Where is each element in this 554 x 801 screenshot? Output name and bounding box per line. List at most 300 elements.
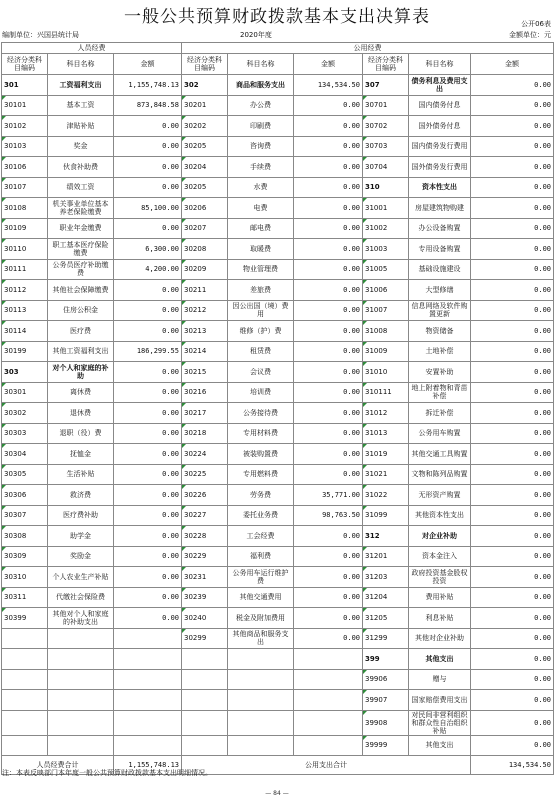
table-row <box>2 526 554 547</box>
cell-code <box>182 710 228 735</box>
cell-name: 其他交通费用 <box>228 587 294 608</box>
cell-code: 307 <box>363 75 409 96</box>
cell-name <box>228 735 294 756</box>
cell-code: 31021 <box>363 464 409 485</box>
compiling-unit: 编制单位：兴国县统计局 <box>2 31 79 39</box>
cell-code: 31201 <box>363 546 409 567</box>
cell-name: 租赁费 <box>228 341 294 362</box>
group-header-row <box>2 43 554 54</box>
cell-name: 伙食补助费 <box>48 157 114 178</box>
cell-name: 专用设备购置 <box>409 239 471 260</box>
cell-code: 30310 <box>2 567 48 588</box>
cell-amount: 0.00 <box>294 341 363 362</box>
cell-code: 30216 <box>182 382 228 403</box>
cell-code: 31013 <box>363 423 409 444</box>
table-row <box>2 321 554 342</box>
cell-name: 利息补贴 <box>409 608 471 629</box>
cell-name: 个人农业生产补贴 <box>48 567 114 588</box>
cell-code: 30106 <box>2 157 48 178</box>
cell-name: 工资福利支出 <box>48 75 114 96</box>
cell-code: 30108 <box>2 198 48 219</box>
cell-amount: 0.00 <box>114 177 182 198</box>
table-row <box>2 485 554 506</box>
cell-code: 312 <box>363 526 409 547</box>
cell-amount: 0.00 <box>471 95 554 116</box>
cell-amount: 0.00 <box>114 505 182 526</box>
cell-amount: 0.00 <box>471 177 554 198</box>
cell-code: 30239 <box>182 587 228 608</box>
cell-name: 邮电费 <box>228 218 294 239</box>
cell-code: 30311 <box>2 587 48 608</box>
cell-name: 基础设施建设 <box>409 259 471 280</box>
cell-code: 30309 <box>2 546 48 567</box>
cell-amount: 0.00 <box>114 567 182 588</box>
cell-name <box>48 649 114 670</box>
cell-amount: 0.00 <box>114 300 182 321</box>
cell-amount: 0.00 <box>471 546 554 567</box>
cell-amount: 0.00 <box>294 136 363 157</box>
cell-amount: 0.00 <box>114 136 182 157</box>
cell-code: 310 <box>363 177 409 198</box>
cell-amount: 0.00 <box>114 546 182 567</box>
cell-code: 31204 <box>363 587 409 608</box>
cell-code: 30301 <box>2 382 48 403</box>
cell-name: 其他交通工具购置 <box>409 444 471 465</box>
cell-amount: 0.00 <box>294 95 363 116</box>
cell-amount: 0.00 <box>471 649 554 670</box>
fiscal-year: 2020年度 <box>240 31 272 39</box>
cell-amount: 0.00 <box>471 485 554 506</box>
cell-code: 310111 <box>363 382 409 403</box>
cell-name: 资本金注入 <box>409 546 471 567</box>
public-total-label: 公用支出合计 <box>182 756 471 775</box>
cell-name: 其他商品和服务支出 <box>228 628 294 649</box>
cell-amount: 0.00 <box>294 567 363 588</box>
cell-name: 工会经费 <box>228 526 294 547</box>
cell-amount: 0.00 <box>114 157 182 178</box>
cell-amount: 0.00 <box>294 218 363 239</box>
cell-code: 30299 <box>182 628 228 649</box>
column-header-row <box>2 54 554 75</box>
cell-code: 31205 <box>363 608 409 629</box>
cell-name <box>48 735 114 756</box>
cell-amount <box>114 649 182 670</box>
cell-name: 国家赔偿费用支出 <box>409 690 471 711</box>
cell-amount <box>294 649 363 670</box>
cell-name: 培训费 <box>228 382 294 403</box>
cell-amount <box>294 669 363 690</box>
table-row <box>2 300 554 321</box>
cell-amount <box>114 735 182 756</box>
cell-code: 301 <box>2 75 48 96</box>
table-row <box>2 690 554 711</box>
cell-code: 30202 <box>182 116 228 137</box>
cell-name: 对企业补助 <box>409 526 471 547</box>
cell-name: 因公出国（境）费用 <box>228 300 294 321</box>
cell-code: 39907 <box>363 690 409 711</box>
cell-code: 30704 <box>363 157 409 178</box>
cell-amount: 0.00 <box>294 628 363 649</box>
cell-code: 39908 <box>363 710 409 735</box>
cell-code: 30101 <box>2 95 48 116</box>
table-row <box>2 710 554 735</box>
cell-name: 国内债务发行费用 <box>409 136 471 157</box>
cell-amount: 0.00 <box>471 136 554 157</box>
cell-code: 31001 <box>363 198 409 219</box>
cell-code: 39906 <box>363 669 409 690</box>
cell-code <box>182 735 228 756</box>
table-row <box>2 669 554 690</box>
cell-name: 税金及附加费用 <box>228 608 294 629</box>
cell-amount: 0.00 <box>471 239 554 260</box>
table-row <box>2 464 554 485</box>
cell-code: 30218 <box>182 423 228 444</box>
cell-code: 30231 <box>182 567 228 588</box>
cell-code: 30111 <box>2 259 48 280</box>
cell-amount: 0.00 <box>471 464 554 485</box>
cell-amount: 0.00 <box>471 403 554 424</box>
cell-code: 31299 <box>363 628 409 649</box>
cell-name: 物资储备 <box>409 321 471 342</box>
cell-amount: 0.00 <box>114 485 182 506</box>
cell-amount: 0.00 <box>294 382 363 403</box>
cell-code <box>2 628 48 649</box>
table-row <box>2 735 554 756</box>
table-row <box>2 177 554 198</box>
col-name: 科目名称 <box>228 54 294 75</box>
cell-amount: 98,763.50 <box>294 505 363 526</box>
cell-amount: 0.00 <box>294 444 363 465</box>
cell-code: 31003 <box>363 239 409 260</box>
form-number: 公开06表 <box>521 20 551 28</box>
cell-amount <box>114 628 182 649</box>
cell-code: 31022 <box>363 485 409 506</box>
cell-amount: 0.00 <box>471 280 554 301</box>
cell-code: 30107 <box>2 177 48 198</box>
cell-code <box>182 669 228 690</box>
cell-name <box>228 649 294 670</box>
cell-code: 30217 <box>182 403 228 424</box>
personnel-total-value: 1,155,748.13 <box>114 756 182 775</box>
cell-name: 地上附着物和青苗补偿 <box>409 382 471 403</box>
cell-amount: 0.00 <box>294 526 363 547</box>
cell-name: 办公设备购置 <box>409 218 471 239</box>
col-amount: 金额 <box>114 54 182 75</box>
cell-name: 会议费 <box>228 362 294 383</box>
cell-name: 公务员医疗补助缴费 <box>48 259 114 280</box>
cell-amount: 0.00 <box>471 341 554 362</box>
cell-amount: 0.00 <box>471 300 554 321</box>
cell-name: 医疗费补助 <box>48 505 114 526</box>
cell-name: 委托业务费 <box>228 505 294 526</box>
cell-amount: 0.00 <box>114 362 182 383</box>
cell-name: 其他支出 <box>409 735 471 756</box>
cell-name: 土地补偿 <box>409 341 471 362</box>
cell-code: 30701 <box>363 95 409 116</box>
cell-code: 31006 <box>363 280 409 301</box>
col-name: 科目名称 <box>48 54 114 75</box>
cell-amount: 0.00 <box>114 218 182 239</box>
cell-amount: 0.00 <box>471 423 554 444</box>
cell-code: 30306 <box>2 485 48 506</box>
cell-amount: 0.00 <box>471 321 554 342</box>
cell-amount: 0.00 <box>114 116 182 137</box>
cell-code <box>2 690 48 711</box>
cell-amount: 0.00 <box>294 464 363 485</box>
cell-name: 国外债务发行费用 <box>409 157 471 178</box>
cell-amount: 0.00 <box>471 690 554 711</box>
table-row <box>2 259 554 280</box>
cell-amount: 0.00 <box>294 403 363 424</box>
table-row <box>2 649 554 670</box>
cell-code <box>2 649 48 670</box>
cell-code: 30228 <box>182 526 228 547</box>
cell-amount: 85,100.00 <box>114 198 182 219</box>
cell-amount: 0.00 <box>471 608 554 629</box>
cell-amount: 1,155,748.13 <box>114 75 182 96</box>
cell-amount: 0.00 <box>114 280 182 301</box>
cell-name: 住房公积金 <box>48 300 114 321</box>
cell-code: 30110 <box>2 239 48 260</box>
cell-amount: 186,299.55 <box>114 341 182 362</box>
table-row <box>2 239 554 260</box>
cell-code <box>182 649 228 670</box>
cell-code: 30208 <box>182 239 228 260</box>
cell-code: 30304 <box>2 444 48 465</box>
cell-code: 30212 <box>182 300 228 321</box>
cell-name: 维修（护）费 <box>228 321 294 342</box>
table-row <box>2 444 554 465</box>
cell-amount <box>294 710 363 735</box>
cell-amount: 0.00 <box>294 546 363 567</box>
cell-code: 31005 <box>363 259 409 280</box>
cell-name: 咨询费 <box>228 136 294 157</box>
col-code: 经济分类科目编码 <box>363 54 409 75</box>
cell-code: 31203 <box>363 567 409 588</box>
cell-amount: 0.00 <box>471 628 554 649</box>
cell-name: 基本工资 <box>48 95 114 116</box>
cell-code: 30201 <box>182 95 228 116</box>
cell-name <box>228 669 294 690</box>
cell-amount: 0.00 <box>471 259 554 280</box>
cell-amount: 0.00 <box>294 608 363 629</box>
cell-name: 奖金 <box>48 136 114 157</box>
cell-amount: 0.00 <box>471 382 554 403</box>
cell-name: 绩效工资 <box>48 177 114 198</box>
cell-code: 30307 <box>2 505 48 526</box>
cell-amount: 0.00 <box>114 444 182 465</box>
public-header: 公用经费 <box>182 43 554 54</box>
cell-name: 其他社会保障缴费 <box>48 280 114 301</box>
cell-name <box>228 690 294 711</box>
cell-name: 劳务费 <box>228 485 294 506</box>
cell-code <box>2 710 48 735</box>
cell-amount: 0.00 <box>471 116 554 137</box>
table-row <box>2 341 554 362</box>
cell-amount: 873,848.58 <box>114 95 182 116</box>
cell-amount: 0.00 <box>471 567 554 588</box>
cell-name: 其他工资福利支出 <box>48 341 114 362</box>
cell-name: 助学金 <box>48 526 114 547</box>
cell-code: 30112 <box>2 280 48 301</box>
page-number: — 84 — <box>265 790 289 797</box>
cell-name: 医疗费 <box>48 321 114 342</box>
cell-name: 职工基本医疗保险缴费 <box>48 239 114 260</box>
cell-code: 30227 <box>182 505 228 526</box>
cell-amount: 0.00 <box>114 321 182 342</box>
cell-amount: 0.00 <box>471 198 554 219</box>
cell-code: 30226 <box>182 485 228 506</box>
cell-name: 代缴社会保险费 <box>48 587 114 608</box>
cell-code: 31009 <box>363 341 409 362</box>
cell-name: 电费 <box>228 198 294 219</box>
cell-amount: 0.00 <box>471 444 554 465</box>
cell-amount: 0.00 <box>114 403 182 424</box>
cell-name: 大型修缮 <box>409 280 471 301</box>
cell-code: 30109 <box>2 218 48 239</box>
cell-amount: 0.00 <box>471 157 554 178</box>
cell-amount: 0.00 <box>471 735 554 756</box>
cell-name: 资本性支出 <box>409 177 471 198</box>
cell-code: 30113 <box>2 300 48 321</box>
cell-code: 39999 <box>363 735 409 756</box>
cell-amount: 0.00 <box>294 157 363 178</box>
cell-code: 30224 <box>182 444 228 465</box>
cell-amount: 4,200.00 <box>114 259 182 280</box>
cell-code: 30211 <box>182 280 228 301</box>
cell-name: 其他资本性支出 <box>409 505 471 526</box>
cell-code: 303 <box>2 362 48 383</box>
cell-amount: 0.00 <box>471 362 554 383</box>
cell-name: 抚恤金 <box>48 444 114 465</box>
cell-name: 差旅费 <box>228 280 294 301</box>
col-code: 经济分类科目编码 <box>2 54 48 75</box>
public-total-value: 134,534.50 <box>471 756 554 775</box>
table-row <box>2 403 554 424</box>
cell-name: 取暖费 <box>228 239 294 260</box>
cell-code: 30114 <box>2 321 48 342</box>
personnel-total-label: 人员经费合计 <box>2 756 114 775</box>
cell-name: 机关事业单位基本养老保险缴费 <box>48 198 114 219</box>
cell-amount: 0.00 <box>114 608 182 629</box>
cell-amount: 0.00 <box>471 587 554 608</box>
cell-name: 印刷费 <box>228 116 294 137</box>
cell-code: 399 <box>363 649 409 670</box>
cell-code <box>2 669 48 690</box>
cell-name: 专用材料费 <box>228 423 294 444</box>
cell-name: 物业管理费 <box>228 259 294 280</box>
cell-name: 津贴补贴 <box>48 116 114 137</box>
col-code: 经济分类科目编码 <box>182 54 228 75</box>
cell-code: 30103 <box>2 136 48 157</box>
cell-name: 离休费 <box>48 382 114 403</box>
expenditure-table <box>1 42 554 775</box>
cell-amount <box>294 690 363 711</box>
cell-code: 30207 <box>182 218 228 239</box>
table-row <box>2 567 554 588</box>
cell-amount: 0.00 <box>294 587 363 608</box>
cell-code: 30204 <box>182 157 228 178</box>
cell-amount: 0.00 <box>294 198 363 219</box>
cell-amount: 0.00 <box>471 710 554 735</box>
cell-code: 302 <box>182 75 228 96</box>
table-row <box>2 218 554 239</box>
cell-amount: 0.00 <box>471 669 554 690</box>
cell-name: 职业年金缴费 <box>48 218 114 239</box>
cell-amount: 0.00 <box>294 321 363 342</box>
cell-name: 生活补贴 <box>48 464 114 485</box>
table-row <box>2 198 554 219</box>
report-title: 一般公共预算财政拨款基本支出决算表 <box>124 7 430 27</box>
cell-code: 30205 <box>182 177 228 198</box>
cell-code: 30703 <box>363 136 409 157</box>
cell-name: 手续费 <box>228 157 294 178</box>
cell-code: 30702 <box>363 116 409 137</box>
cell-name <box>48 690 114 711</box>
cell-name: 奖励金 <box>48 546 114 567</box>
cell-code: 30305 <box>2 464 48 485</box>
cell-code: 30209 <box>182 259 228 280</box>
cell-code: 31010 <box>363 362 409 383</box>
table-row <box>2 136 554 157</box>
cell-name <box>228 710 294 735</box>
col-amount: 金额 <box>294 54 363 75</box>
cell-code: 31008 <box>363 321 409 342</box>
table-row <box>2 280 554 301</box>
cell-code: 31012 <box>363 403 409 424</box>
cell-name: 信息网络及软件购置更新 <box>409 300 471 321</box>
cell-amount: 35,771.00 <box>294 485 363 506</box>
cell-amount: 0.00 <box>294 362 363 383</box>
cell-amount: 0.00 <box>114 382 182 403</box>
cell-code <box>2 735 48 756</box>
col-name: 科目名称 <box>409 54 471 75</box>
cell-code: 30240 <box>182 608 228 629</box>
col-amount: 金额 <box>471 54 554 75</box>
cell-code: 31019 <box>363 444 409 465</box>
footnote: 注：本表反映部门本年度一般公共预算财政拨款基本支出明细情况。 <box>2 769 212 777</box>
cell-code: 30102 <box>2 116 48 137</box>
table-row <box>2 628 554 649</box>
table-row <box>2 382 554 403</box>
cell-code: 30302 <box>2 403 48 424</box>
cell-name <box>48 669 114 690</box>
table-row <box>2 505 554 526</box>
cell-name: 政府投资基金股权投资 <box>409 567 471 588</box>
cell-amount: 0.00 <box>294 280 363 301</box>
cell-name: 福利费 <box>228 546 294 567</box>
cell-name: 对民间非营利组织和群众性自治组织补贴 <box>409 710 471 735</box>
table-row <box>2 546 554 567</box>
cell-amount: 0.00 <box>114 587 182 608</box>
cell-name: 其他支出 <box>409 649 471 670</box>
cell-amount: 0.00 <box>294 300 363 321</box>
cell-amount: 0.00 <box>294 259 363 280</box>
cell-code: 30303 <box>2 423 48 444</box>
cell-name: 公务用车运行维护费 <box>228 567 294 588</box>
personnel-header: 人员经费 <box>2 43 182 54</box>
cell-amount <box>294 735 363 756</box>
cell-amount: 0.00 <box>114 464 182 485</box>
cell-name: 文物和陈列品购置 <box>409 464 471 485</box>
cell-code: 31002 <box>363 218 409 239</box>
cell-amount: 0.00 <box>114 526 182 547</box>
cell-amount <box>114 710 182 735</box>
cell-name <box>48 710 114 735</box>
cell-name: 房屋建筑物购建 <box>409 198 471 219</box>
cell-code: 31007 <box>363 300 409 321</box>
cell-amount: 0.00 <box>471 218 554 239</box>
